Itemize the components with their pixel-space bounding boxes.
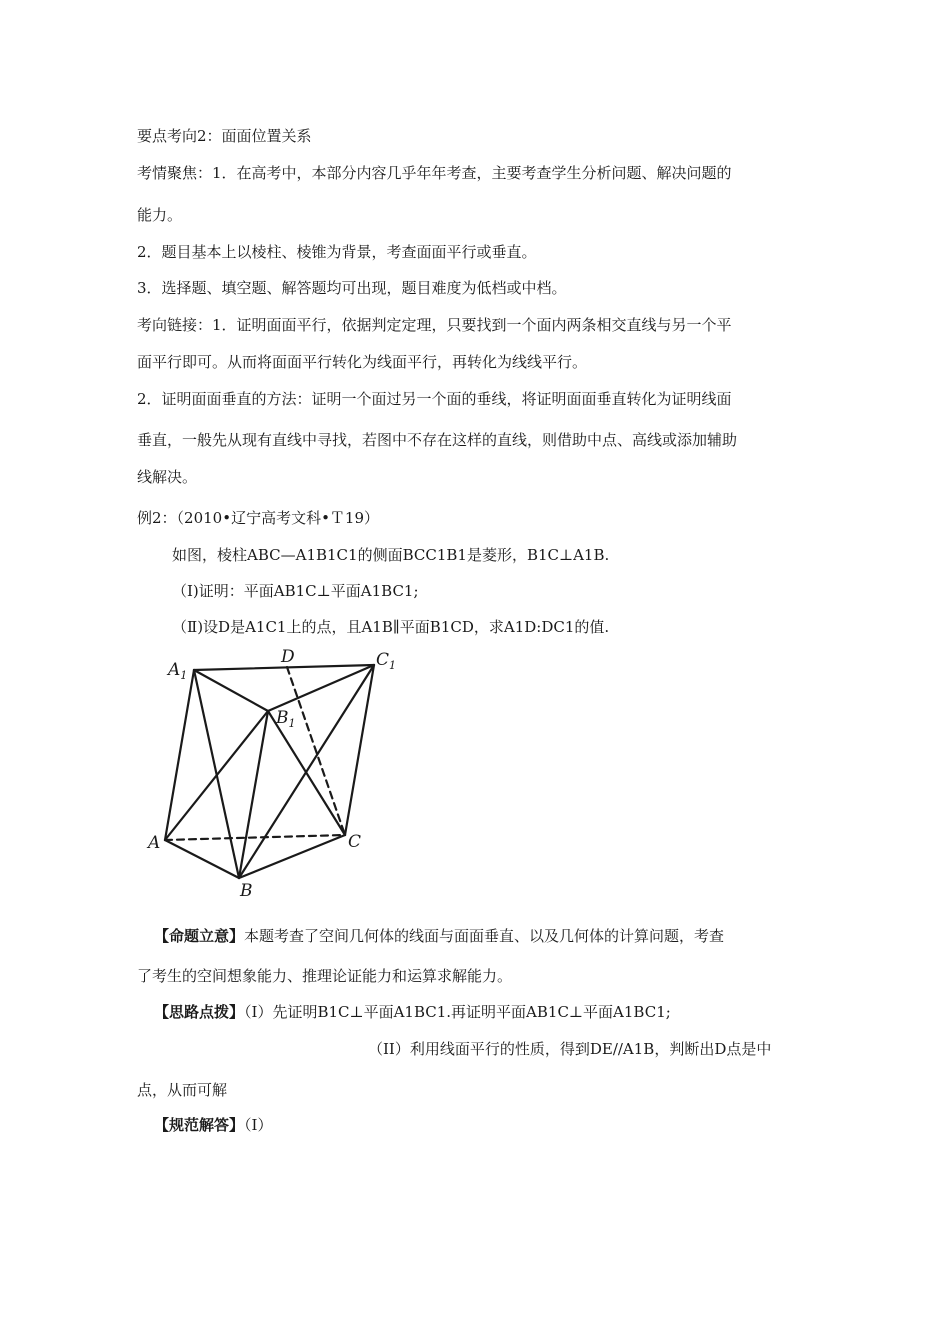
example-title: 例2：（2010•辽宁高考文科•Ｔ19）: [137, 509, 380, 527]
focus-item-3: 3．选择题、填空题、解答题均可出现，题目难度为低档或中档。: [137, 279, 567, 297]
link-line-2: 面平行即可。从而将面面平行转化为线面平行，再转化为线线平行。: [137, 353, 588, 371]
link-item-2-line-2: 垂直，一般先从现有直线中寻找，若图中不存在这样的直线，则借助中点、高线或添加辅助: [137, 431, 738, 449]
intent-tag: 【命题立意】: [154, 927, 245, 945]
edge-a1-a: [165, 670, 194, 840]
link-item-2-line-1: 2．证明面面垂直的方法：证明一个面过另一个面的垂线，将证明面面垂直转化为证明线面: [137, 390, 732, 408]
hint-text-1: （I）先证明B1C⊥平面A1BC1.再证明平面AB1C⊥平面A1BC1;: [244, 1003, 671, 1021]
hint-line-1: [154, 1002, 671, 1022]
focus-line-1: 考情聚焦：1．在高考中，本部分内容几乎年年考查，主要考查学生分析问题、解决问题的: [137, 164, 732, 182]
label-c: C: [348, 832, 362, 852]
hint-line-2: （II）利用线面平行的性质，得到DE//A1B，判断出D点是中: [368, 1040, 772, 1058]
edge-b-c: [239, 835, 345, 878]
label-a1: $A_1$: [168, 660, 188, 682]
edge-a-c-dashed: [165, 835, 345, 840]
example-question-1: （Ⅰ)证明：平面AB1C⊥平面A1BC1;: [172, 582, 419, 600]
edge-b1-c1: [268, 665, 374, 711]
label-a: A: [148, 833, 161, 853]
edge-a1-b1: [194, 670, 268, 711]
edge-a-b: [165, 840, 239, 878]
prism-diagram: [140, 645, 400, 900]
answer-tag: 【规范解答】: [154, 1116, 245, 1134]
label-d: D: [281, 647, 295, 667]
section-title: 要点考向2：面面位置关系: [137, 127, 312, 145]
label-b1: $B_1$: [276, 708, 296, 730]
intent-line-1: [154, 926, 724, 946]
intent-line-2: 了考生的空间想象能力、推理论证能力和运算求解能力。: [137, 967, 513, 985]
label-b: B: [240, 881, 253, 900]
answer-line-1: [154, 1115, 272, 1135]
link-item-2-line-3: 线解决。: [137, 468, 198, 486]
hint-tag: 【思路点拨】: [154, 1003, 245, 1021]
label-c1: $C_1$: [376, 650, 397, 672]
focus-line-2: 能力。: [137, 206, 183, 224]
link-line-1: 考向链接：1．证明面面平行，依据判定定理，只要找到一个面内两条相交直线与另一个平: [137, 316, 732, 334]
prism-figure: [140, 645, 400, 900]
edge-b1-b: [239, 711, 268, 878]
edge-d-c-dashed: [287, 667, 345, 835]
edge-b1-a: [165, 711, 268, 840]
answer-text-1: （I）: [244, 1116, 273, 1134]
edge-c1-c: [345, 665, 374, 835]
focus-item-2: 2．题目基本上以棱柱、棱锥为背景，考查面面平行或垂直。: [137, 243, 537, 261]
example-stem: 如图，棱柱ABC—A1B1C1的侧面BCC1B1是菱形，B1C⊥A1B.: [172, 546, 610, 564]
example-question-2: （Ⅱ)设D是A1C1上的点，且A1B∥平面B1CD，求A1D:DC1的值.: [172, 618, 610, 636]
intent-text-1: 本题考查了空间几何体的线面与面面垂直、以及几何体的计算问题，考查: [244, 927, 725, 945]
hint-line-3: 点，从而可解: [137, 1081, 228, 1099]
